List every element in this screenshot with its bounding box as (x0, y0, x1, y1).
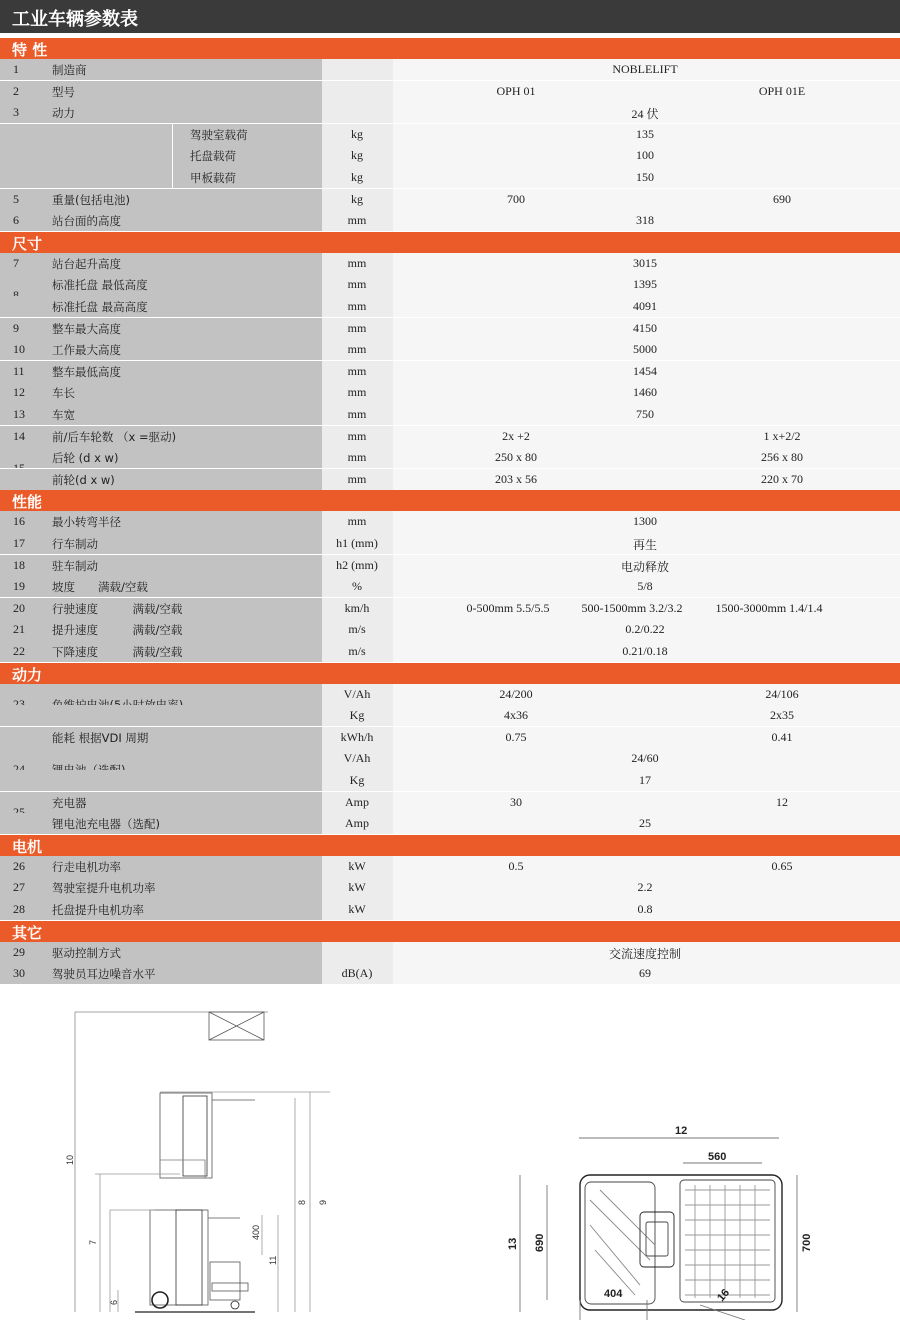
row-value: 24/106 (765, 686, 799, 701)
side-view (75, 1012, 330, 1312)
dim-label-13: 13 (507, 1237, 519, 1250)
row-value: 1454 (633, 363, 657, 378)
row-value: 1 x+2/2 (763, 428, 801, 443)
dim-label-404: 404 (604, 1288, 623, 1300)
row-value: 25 (639, 816, 651, 831)
spec-row (0, 382, 900, 404)
row-label: 整车最低高度 (52, 364, 121, 379)
row-value: 203 x 56 (495, 471, 537, 486)
row-unit: m/s (348, 622, 366, 637)
row-value: NOBLELIFT (612, 62, 678, 76)
spec-row (0, 511, 900, 533)
page-title-bar (0, 0, 900, 33)
dim-label-10: 10 (65, 1154, 75, 1165)
spec-row (0, 963, 900, 985)
row-label: 驾驶室提升电机功率 (52, 881, 156, 896)
row-value: 1500-3000mm 1.4/1.4 (715, 600, 823, 615)
section-header (0, 835, 900, 856)
row-unit: h1 (mm) (336, 536, 378, 550)
row-value: 24 伏 (631, 107, 659, 122)
row-label: 整车最大高度 (52, 321, 121, 336)
row-unit: h2 (mm) (336, 557, 378, 572)
spec-row (0, 598, 900, 620)
spec-row (0, 124, 900, 146)
section-title: 动力 (12, 665, 43, 684)
row-value: 250 x 80 (495, 450, 537, 465)
row-unit: mm (347, 277, 367, 292)
row-number: 3 (13, 105, 19, 120)
row-value: 1300 (633, 514, 657, 529)
row-label: 站台面的高度 (52, 214, 121, 229)
spec-row (0, 189, 900, 211)
row-label: 标准托盘 最低高度 (52, 278, 148, 293)
row-unit: kW (348, 880, 366, 895)
spec-row (0, 684, 900, 706)
row-value: 3015 (633, 255, 657, 270)
dim-label-7: 7 (88, 1239, 98, 1245)
row-unit: kW (348, 858, 366, 873)
row-value: 500-1500mm 3.2/3.2 (581, 600, 683, 615)
row-value: 电动释放 (620, 559, 670, 574)
row-number: 12 (13, 385, 25, 400)
dim-label-6: 6 (109, 1299, 119, 1305)
row-value: 750 (636, 407, 654, 421)
spec-row (0, 813, 900, 835)
row-label: 提升速度 满载/空载 (52, 623, 183, 638)
row-value: 交流速度控制 (608, 946, 682, 961)
row-unit: Kg (349, 773, 365, 787)
row-number: 2 (13, 83, 19, 98)
spec-row (0, 361, 900, 383)
row-label: 型号 (52, 84, 75, 99)
row-unit: mm (347, 213, 367, 228)
spec-row (0, 619, 900, 641)
dim-label-11: 11 (268, 1255, 278, 1265)
spec-row (0, 447, 900, 469)
spec-row (0, 404, 900, 426)
row-value: 24/60 (631, 751, 659, 766)
row-label: 下降速度 满载/空载 (52, 645, 183, 659)
spec-row (0, 641, 900, 663)
row-unit: kg (351, 170, 363, 184)
row-unit: mm (347, 342, 367, 357)
row-value: OPH 01 (496, 83, 536, 98)
spec-row (0, 877, 900, 899)
row-label: 标准托盘 最高高度 (52, 300, 148, 314)
row-number: 6 (13, 213, 19, 228)
row-value: 0.21/0.18 (622, 644, 668, 658)
section-header (0, 38, 900, 59)
row-number: 19 (13, 579, 25, 594)
row-unit: mm (347, 299, 367, 313)
row-number: 28 (13, 902, 25, 916)
row-separator (0, 984, 900, 985)
row-unit: mm (347, 385, 367, 400)
row-label: 行驶速度 满载/空载 (52, 601, 183, 616)
row-value: 100 (636, 148, 654, 163)
spec-row (0, 102, 900, 124)
row-label: 驱动控制方式 (52, 945, 121, 960)
spec-row (0, 426, 900, 448)
spec-row (0, 856, 900, 878)
row-unit: kg (351, 126, 363, 141)
row-number: 27 (13, 880, 25, 895)
row-value: 5000 (633, 342, 657, 357)
row-value: 256 x 80 (761, 450, 803, 465)
row-label: 动力 (52, 106, 75, 121)
row-number: 29 (13, 944, 25, 959)
technical-drawing (0, 1000, 900, 1320)
row-value: 4150 (633, 320, 657, 335)
top-view (520, 1138, 797, 1320)
section-title: 电机 (12, 837, 43, 856)
row-unit: m/s (348, 644, 366, 658)
spec-row (0, 59, 900, 81)
row-unit: V/Ah (343, 686, 371, 701)
row-unit: mm (347, 363, 367, 378)
row-number: 13 (13, 407, 25, 421)
row-number: 18 (13, 557, 25, 572)
section-title: 性能 (12, 493, 43, 512)
row-value: 2x +2 (502, 428, 530, 443)
row-value: 0.2/0.22 (625, 622, 665, 637)
dim-label-400: 400 (251, 1224, 261, 1240)
row-unit: mm (347, 514, 367, 529)
row-label: 车长 (52, 386, 75, 401)
section-header (0, 232, 900, 253)
row-label: 站台起升高度 (52, 256, 121, 271)
row-number: 9 (13, 320, 19, 335)
page-title: 工业车辆参数表 (12, 9, 138, 30)
spec-row (0, 469, 900, 491)
row-value: 24/200 (499, 686, 533, 701)
row-label: 重量(包括电池) (52, 192, 130, 207)
section-header (0, 490, 900, 511)
spec-row (0, 318, 900, 340)
row-label: 后轮 (d x w) (52, 451, 119, 466)
row-unit: Kg (349, 708, 365, 723)
row-label: 前轮(d x w) (52, 472, 115, 487)
dim-label-16: 16 (715, 1286, 733, 1304)
row-value: 5/8 (637, 579, 653, 594)
side-view-labels (65, 1155, 328, 1305)
row-value: 0.41 (771, 729, 793, 744)
row-value: 135 (636, 126, 654, 141)
row-value: 150 (636, 170, 654, 184)
row-unit: Amp (345, 816, 369, 831)
row-number: 16 (13, 514, 25, 529)
spec-row (0, 81, 900, 103)
row-number: 17 (13, 536, 25, 550)
row-label: 行走电机功率 (52, 859, 121, 874)
section-header (0, 663, 900, 684)
spec-row (0, 296, 900, 318)
row-value: 30 (510, 794, 522, 809)
spec-row (0, 899, 900, 921)
spec-row (0, 942, 900, 964)
spec-row (0, 576, 900, 598)
row-label: 驻车制动 (52, 558, 98, 573)
row-label: 工作最大高度 (52, 343, 121, 358)
spec-row (0, 339, 900, 361)
row-sublabel: 托盘载荷 (190, 149, 236, 164)
row-number: 30 (13, 966, 25, 981)
dim-label-690: 690 (534, 1233, 546, 1252)
row-unit: mm (347, 320, 367, 335)
row-value: 1460 (633, 385, 657, 400)
row-number: 14 (13, 428, 25, 443)
row-value: 0.75 (505, 729, 527, 744)
row-label: 最小转弯半径 (52, 515, 121, 530)
row-number: 22 (13, 644, 25, 658)
top-view-labels (507, 1125, 813, 1304)
row-unit: Amp (345, 794, 369, 809)
spec-row (0, 533, 900, 555)
row-unit: V/Ah (343, 751, 371, 766)
row-value: 4x36 (504, 708, 528, 723)
dim-label-560: 560 (708, 1151, 727, 1163)
row-unit: kg (351, 191, 363, 206)
dim-label-700: 700 (801, 1233, 813, 1252)
row-value: 0.8 (637, 902, 653, 916)
row-value: 690 (773, 191, 791, 206)
row-number: 11 (13, 363, 25, 378)
row-label: 锂电池充电器（选配) (52, 817, 160, 832)
row-value: 2.2 (637, 880, 653, 895)
cell-divider (172, 145, 173, 167)
row-number: 10 (13, 342, 25, 357)
dim-label-8: 8 (297, 1199, 307, 1205)
row-unit: kg (351, 148, 363, 163)
spec-row (0, 705, 900, 727)
row-value: 17 (639, 773, 651, 787)
row-unit: kWh/h (340, 729, 374, 744)
row-label: 前/后车轮数 （x =驱动) (52, 429, 177, 444)
truck-drawing-svg (0, 1000, 900, 1320)
row-unit: mm (347, 471, 367, 486)
section-header (0, 921, 900, 942)
dim-label-9: 9 (318, 1199, 328, 1205)
row-sublabel: 驾驶室载荷 (190, 127, 248, 142)
row-unit: km/h (344, 600, 370, 615)
spec-row (0, 748, 900, 770)
spec-row (0, 145, 900, 167)
row-value: 4091 (633, 299, 657, 313)
row-unit: mm (347, 407, 367, 421)
section-title: 特 性 (12, 41, 48, 59)
row-value: 69 (639, 966, 651, 981)
spec-row (0, 274, 900, 296)
row-unit: mm (347, 255, 367, 270)
cell-divider (172, 124, 173, 146)
row-unit: kW (348, 902, 366, 916)
cell-divider (172, 167, 173, 189)
row-unit: mm (347, 450, 367, 465)
row-label: 制造商 (52, 63, 87, 77)
row-value: 2x35 (770, 708, 794, 723)
row-value: 0.5 (508, 858, 524, 873)
row-number: 21 (13, 622, 25, 637)
row-number: 20 (13, 600, 25, 615)
row-value: 12 (776, 794, 788, 809)
row-label: 托盘提升电机功率 (52, 903, 144, 917)
spec-row (0, 792, 900, 814)
section-title: 尺寸 (12, 234, 43, 253)
row-value: 0-500mm 5.5/5.5 (466, 600, 550, 615)
row-label: 能耗 根据VDI 周期 (52, 730, 149, 745)
spec-row (0, 727, 900, 749)
row-value: 再生 (632, 538, 658, 552)
row-value: 318 (636, 213, 654, 228)
row-value: 700 (507, 191, 525, 206)
row-number: 26 (13, 858, 25, 873)
row-label: 坡度 满载/空载 (52, 580, 148, 595)
row-value: OPH 01E (758, 83, 806, 98)
row-unit: % (352, 579, 362, 594)
spec-row (0, 167, 900, 189)
row-label: 驾驶员耳边噪音水平 (52, 967, 156, 982)
spec-row (0, 555, 900, 577)
row-value: 0.65 (771, 858, 793, 873)
row-value: 220 x 70 (761, 471, 803, 486)
spec-row (0, 210, 900, 232)
row-label: 行车制动 (52, 537, 98, 551)
row-label: 车宽 (52, 408, 75, 422)
spec-row (0, 770, 900, 792)
row-unit: mm (347, 428, 367, 443)
row-number: 1 (13, 62, 19, 76)
row-sublabel: 甲板载荷 (190, 171, 236, 185)
row-label: 充电器 (52, 795, 87, 810)
dim-label-12: 12 (675, 1125, 688, 1137)
row-number: 7 (13, 255, 19, 270)
row-number: 5 (13, 191, 19, 206)
spec-row (0, 253, 900, 275)
section-title: 其它 (12, 923, 43, 942)
row-unit: dB(A) (341, 966, 373, 981)
row-value: 1395 (633, 277, 657, 292)
